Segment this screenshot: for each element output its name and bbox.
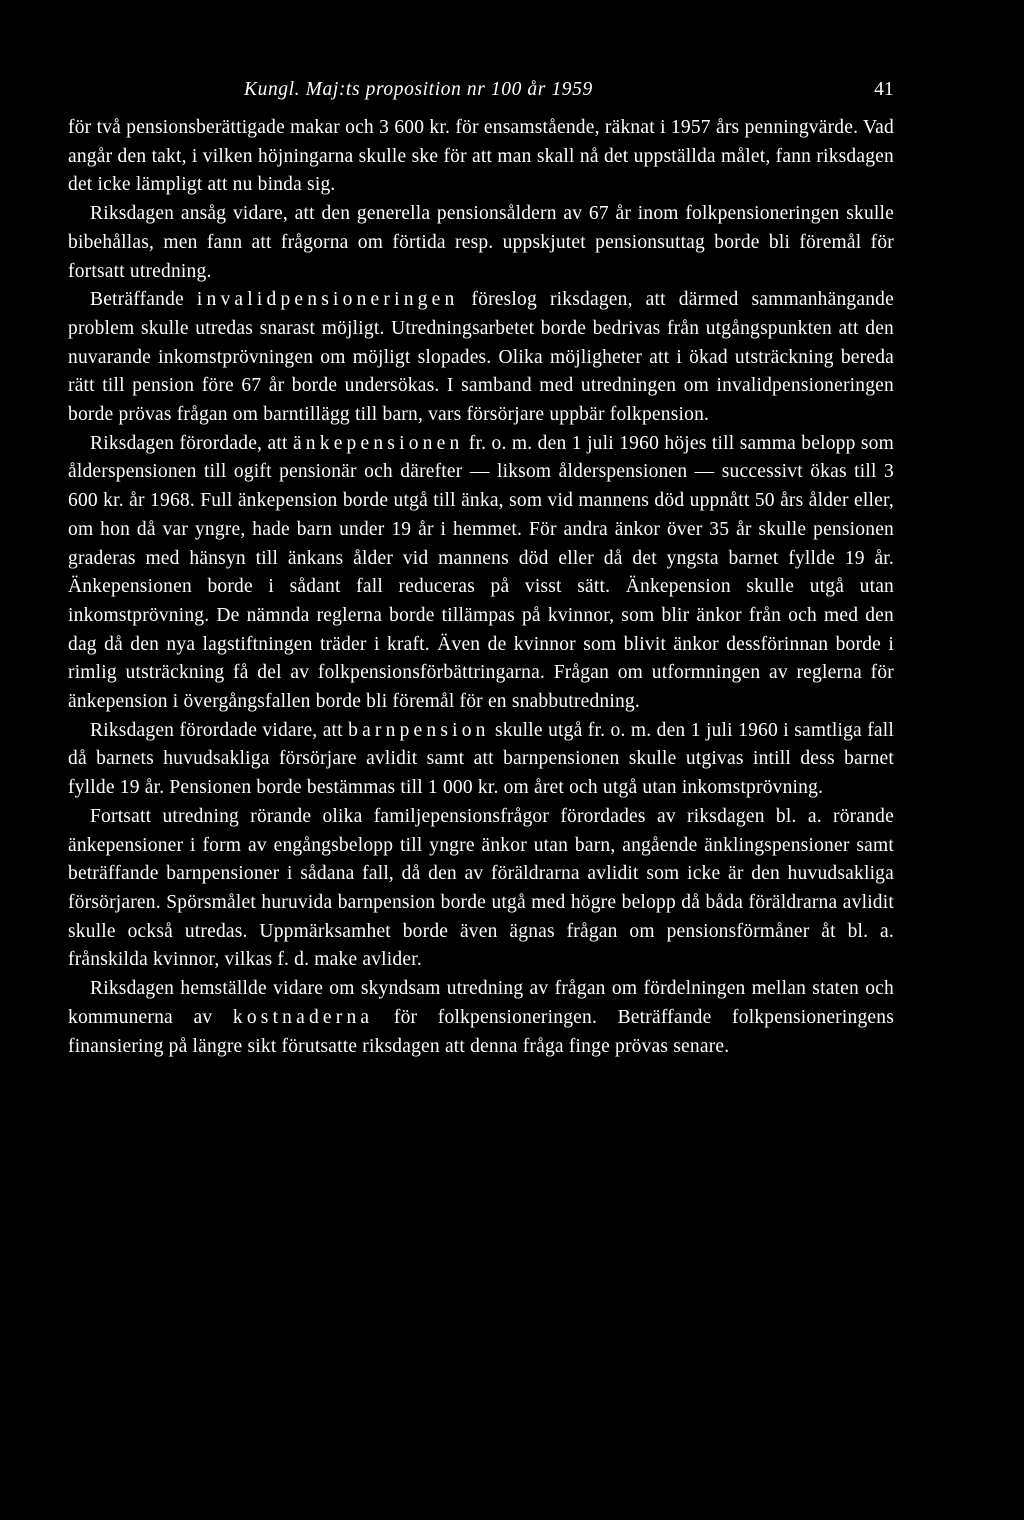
text-segment: Riksdagen hemställde vidare om skyndsam utredning av frågan om fördelningen mellan staten och kommunerna av xyxy=(68,978,894,1028)
page-number: 41 xyxy=(874,79,894,100)
paragraph-p3 xyxy=(68,286,894,430)
text-segment: fr. o. m. den 1 juli 1960 höjes till samma belopp som ålderspensionen till ogift pensionär och därefter — liksom ålderspensionen — successivt ökas till 3 600 kr. år 1968. Full änkepension borde utgå till änka, som vid mannens död uppnått 50 års ålder eller, om hon då var yngre, hade barn under 19 år i hemmet. För andra änkor över 35 år skulle pensionen graderas med hänsyn till änkans ålder vid mannens död eller då det yngsta barnet fyllde 19 år. Änkepensionen borde i sådant fall reduceras på visst sätt. Änkepension skulle utgå utan inkomstprövning. De nämnda reglerna borde tillämpas på kvinnor, som blir änkor från och med den dag då den nya lagstiftningen träder i kraft. Även de kvinnor som blivit änkor dessförinnan borde i rimlig utsträckning få del av folkpensionsförbättringarna. Frågan om utformningen av reglerna för änkepension i övergångsfallen borde bli föremål för en snabbutredning. xyxy=(68,432,895,713)
paragraph-p4 xyxy=(68,430,894,717)
paragraph-p2 xyxy=(68,200,894,286)
text-segment: för folkpensioneringen. Beträffande folkpensioneringens finansiering på längre sikt förutsatte riksdagen att denna fråga finge prövas senare. xyxy=(68,1006,894,1057)
emphasized-term: barnpension xyxy=(348,719,490,741)
text-segment: föreslog riksdagen, att därmed sammanhängande problem skulle utredas snarast möjligt. Utredningsarbetet borde bedrivas från utgångspunkten att den nuvarande inkomstprövningen om möjligt slopades. Olika möjligheter att i ökad utsträckning bereda rätt till pension före 67 år borde undersökas. I samband med utredningen om invalidpensioneringen borde prövas frågan om barntillägg till barn, vars försörjare uppbär folkpension. xyxy=(68,289,894,426)
text-segment: Riksdagen förordade vidare, att xyxy=(90,719,349,741)
text-segment: Beträffande xyxy=(90,289,197,311)
emphasized-term: invalidpensioneringen xyxy=(196,289,459,311)
paragraph-p5 xyxy=(68,717,894,803)
paragraph-p6 xyxy=(68,803,894,975)
document-page xyxy=(68,70,894,1061)
paragraph-p1 xyxy=(68,114,894,200)
body-text xyxy=(68,114,894,1061)
running-head xyxy=(68,70,894,114)
text-segment: skulle utgå fr. o. m. den 1 juli 1960 i samtliga fall då barnets huvudsakliga försörjare avlidit samt att barnpensionen skulle utgivas intill dess barnet fyllde 19 år. Pensionen borde bestämmas till 1 000 kr. om året och utgå utan inkomstprövning. xyxy=(68,719,894,799)
running-title: Kungl. Maj:ts proposition nr 100 år 1959 xyxy=(244,79,593,100)
text-segment: för två pensionsberättigade makar och 3 600 kr. för ensamstående, räknat i 1957 års penningvärde. Vad angår den takt, i vilken höjningarna skulle ske för att man skall nå det uppställda målet, fann riksdagen det icke lämpligt att nu binda sig. xyxy=(68,117,894,196)
text-segment: Riksdagen ansåg vidare, att den generella pensionsåldern av 67 år inom folkpensioneringen skulle bibehållas, men fann att frågorna om förtida resp. uppskjutet pensionsuttag borde bli föremål för fortsatt utredning. xyxy=(68,203,894,282)
emphasized-term: änkepensionen xyxy=(292,432,464,454)
emphasized-term: kostnaderna xyxy=(232,1006,374,1028)
text-segment: Fortsatt utredning rörande olika familjepensionsfrågor förordades av riksdagen bl. a. rörande änkepensioner i form av engångsbelopp till yngre änkor utan barn, angående änklingspensioner samt beträffande barnpensioner i sådana fall, då den av föräldrarna avlidit som icke är den huvudsakliga försörjaren. Spörsmålet huruvida barnpension borde utgå med högre belopp då båda föräldrarna avlidit skulle också utredas. Uppmärksamhet borde även ägnas frågan om pensionsförmåner åt bl. a. frånskilda kvinnor, vilkas f. d. make avlider. xyxy=(68,805,894,971)
paragraph-p7 xyxy=(68,975,894,1061)
text-segment: Riksdagen förordade, att xyxy=(90,432,293,454)
